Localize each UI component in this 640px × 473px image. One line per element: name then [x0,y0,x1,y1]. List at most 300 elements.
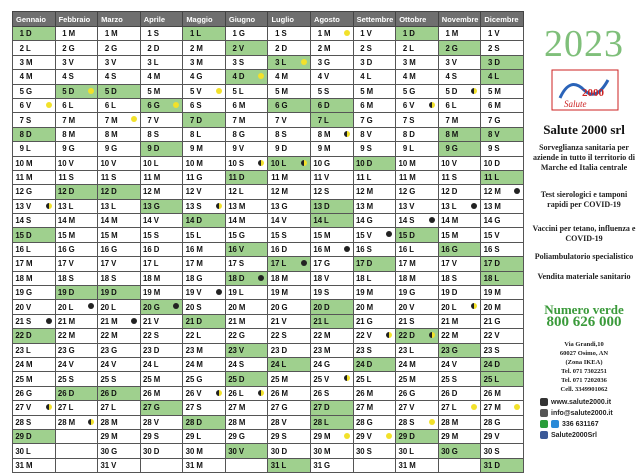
day-number: 2 [232,43,237,53]
day-number: 5 [189,86,195,96]
weekday-letter: V [196,187,202,197]
company-logo [550,68,620,112]
day-cell [438,55,481,69]
day-number: 13 [398,201,408,211]
day-number: 24 [483,360,493,370]
day-number: 3 [62,57,67,67]
weekday-letter: D [153,446,160,456]
day-number: 20 [100,302,110,312]
weekday-letter: D [494,158,500,168]
day-number: 9 [445,144,450,154]
day-cell [353,271,396,285]
moon-phase-icon [386,231,392,237]
weekday-letter: S [153,230,159,240]
day-number: 1 [317,29,323,39]
day-cell [481,257,524,271]
website-text: www.salute2000.it [551,398,612,406]
weekday-letter: V [153,417,159,427]
day-number: 17 [398,259,408,269]
calendar-row [13,286,524,300]
weekday-letter: L [366,374,372,384]
day-number: 13 [483,201,493,211]
day-number: 7 [402,115,408,125]
day-cell [140,372,183,386]
day-number: 3 [104,57,110,67]
day-cell [140,27,183,41]
weekday-letter: G [153,403,160,413]
day-cell [438,41,481,55]
weekday-letter: S [111,273,117,283]
weekday-letter: M [366,201,374,211]
day-number: 10 [143,158,152,168]
weekday-letter: S [153,432,159,442]
day-cell [98,70,141,84]
day-number: 11 [186,173,195,183]
weekday-letter: M [26,460,33,470]
weekday-letter: G [238,29,245,39]
moon-phase-icon [386,332,392,338]
day-cell [183,458,226,472]
calendar-row [13,415,524,429]
weekday-letter: M [153,86,161,96]
day-cell [140,401,183,415]
day-cell [481,142,524,156]
day-cell [13,429,56,443]
phone-contact[interactable] [540,420,599,428]
day-number: 26 [228,388,237,398]
weekday-letter: V [494,432,500,442]
day-number: 15 [100,230,110,240]
day-number: 2 [19,43,24,53]
day-number: 29 [228,432,237,442]
weekday-letter: M [238,403,246,413]
weekday-letter: V [238,245,245,255]
moon-phase-icon [173,102,179,108]
day-cell [353,127,396,141]
day-number: 25 [228,374,237,384]
weekday-letter: M [196,446,203,456]
day-number: 20 [185,302,195,312]
weekday-letter: M [196,460,203,470]
day-cell [140,156,183,170]
day-cell [353,113,396,127]
day-number: 11 [398,173,408,183]
weekday-letter: M [196,158,203,168]
day-cell [225,271,268,285]
weekday-letter: G [238,230,245,240]
day-number: 4 [360,72,365,82]
day-cell [183,55,226,69]
month-header: Ottobre [396,12,439,27]
weekday-letter: S [111,72,117,82]
weekday-letter: G [494,115,501,125]
weekday-letter: S [238,259,245,269]
day-number: 7 [104,115,110,125]
weekday-letter: M [409,374,416,384]
day-cell [396,314,439,328]
day-cell [55,127,98,141]
weekday-letter: V [153,216,159,226]
day-cell [438,271,481,285]
weekday-letter: S [68,173,74,183]
weekday-letter: D [196,216,202,226]
day-cell [225,242,268,256]
weekday-letter: M [26,360,33,370]
day-cell [268,386,311,400]
month-header: Luglio [268,12,311,27]
weekday-letter: M [238,417,246,427]
day-cell [396,70,439,84]
day-number: 6 [232,101,237,111]
day-number: 19 [57,288,67,298]
day-number: 7 [232,115,237,125]
day-cell [481,214,524,228]
day-number: 16 [313,245,323,255]
day-cell [311,70,354,84]
day-number: 7 [488,115,493,125]
day-number: 23 [313,345,323,355]
day-cell [13,357,56,371]
day-number: 9 [488,144,493,154]
day-number: 30 [228,446,237,456]
weekday-letter: M [153,187,161,197]
day-cell [438,343,481,357]
day-number: 30 [100,446,110,456]
day-cell [268,70,311,84]
day-cell [311,343,354,357]
weekday-letter: D [196,417,202,427]
day-cell [353,170,396,184]
day-cell [438,113,481,127]
day-number: 22 [355,331,365,341]
day-cell [13,113,56,127]
weekday-letter: L [238,388,244,398]
weekday-letter: S [494,144,500,154]
day-number: 8 [147,129,152,139]
day-number: 21 [100,317,110,326]
day-number: 13 [185,201,195,211]
day-cell [481,228,524,242]
day-cell [140,415,183,429]
day-number: 30 [398,446,408,456]
day-cell [311,429,354,443]
day-cell [98,242,141,256]
day-number: 14 [228,216,237,226]
day-cell [98,343,141,357]
day-cell [438,199,481,213]
moon-phase-icon [344,433,350,439]
weekday-letter: M [324,144,331,154]
day-cell [268,228,311,242]
day-cell [353,314,396,328]
weekday-letter: M [68,317,76,326]
day-cell [396,214,439,228]
day-cell [396,113,439,127]
weekday-letter: D [281,345,288,355]
day-number: 26 [270,388,280,398]
service-5: Vendita materiale sanitario [537,272,631,281]
weekday-letter: S [451,374,457,384]
weekday-letter: L [324,317,329,326]
day-number: 12 [355,187,365,197]
day-number: 23 [355,345,365,355]
weekday-letter: M [494,288,501,298]
day-number: 16 [143,245,152,255]
day-cell [225,329,268,343]
weekday-letter: V [153,115,159,125]
weekday-letter: S [238,360,245,370]
day-number: 6 [189,101,195,111]
day-number: 22 [15,331,24,341]
day-cell [98,286,141,300]
month-header: Febbraio [55,12,98,27]
day-cell [183,199,226,213]
day-number: 2 [317,43,323,53]
day-cell [183,415,226,429]
weekday-letter: M [153,374,161,384]
weekday-letter: M [238,317,246,326]
day-cell [225,429,268,443]
day-cell [98,257,141,271]
weekday-letter: M [409,273,416,283]
weekday-letter: G [366,317,373,326]
email-link[interactable] [540,409,613,417]
day-number: 27 [100,403,110,413]
day-cell [183,401,226,415]
moon-phase-icon [514,404,520,410]
day-number: 31 [483,460,493,470]
weekday-letter: G [324,360,331,370]
day-number: 6 [488,101,493,111]
weekday-letter: L [111,201,116,211]
day-number: 31 [398,460,408,470]
weekday-letter: V [494,331,500,341]
day-number: 8 [402,129,408,139]
day-number: 29 [355,432,365,442]
day-cell [140,314,183,328]
day-cell [268,127,311,141]
moon-phase-icon [46,404,52,410]
day-number: 23 [441,345,450,355]
weekday-letter: M [196,259,203,269]
day-cell [438,372,481,386]
day-number: 4 [104,72,110,82]
weekday-letter: M [409,72,416,82]
weekday-letter: L [281,360,287,370]
weekday-letter: D [409,432,415,442]
day-cell [311,156,354,170]
weekday-letter: V [324,173,330,183]
weekday-letter: S [281,230,287,240]
day-number: 12 [313,187,323,197]
day-number: 18 [15,273,24,283]
weekday-letter: V [366,331,372,341]
day-cell [311,199,354,213]
calendar-row [13,55,524,69]
day-number: 20 [57,302,67,312]
weekday-letter: D [366,259,373,269]
day-cell [140,271,183,285]
day-cell [268,257,311,271]
calendar-row [13,41,524,55]
day-number: 19 [441,288,450,298]
day-number: 2 [488,43,493,53]
day-cell [13,271,56,285]
day-number: 14 [143,216,152,226]
day-cell [183,314,226,328]
weekday-letter: S [494,446,500,456]
weekday-letter: S [451,173,457,183]
weekday-letter: M [409,360,416,370]
email-text: info@salute2000.it [551,409,613,417]
service-1: Sorveglianza sanitaria per aziende in tutto il territorio di Marche ed Italia centrale [533,143,635,172]
calendar-row [13,70,524,84]
day-number: 24 [313,360,323,370]
logo-text: 2000 [582,87,604,99]
website-link[interactable] [540,398,611,406]
day-cell [13,314,56,328]
moon-phase-icon [131,116,137,122]
weekday-letter: V [281,317,287,326]
day-cell [225,170,268,184]
calendar-row [13,242,524,256]
day-cell [396,185,439,199]
weekday-letter: D [324,403,330,413]
day-cell [13,185,56,199]
day-cell [481,27,524,41]
day-cell [13,156,56,170]
day-number: 19 [15,288,24,298]
day-cell [268,113,311,127]
day-cell [183,98,226,112]
day-number: 24 [228,360,237,370]
weekday-letter: M [324,245,331,255]
weekday-letter: G [281,201,288,211]
day-cell [55,156,98,170]
day-number: 11 [356,173,365,183]
day-cell [438,257,481,271]
moon-phase-icon [216,289,222,295]
weekday-letter: M [451,29,459,39]
weekday-letter: G [409,86,416,96]
weekday-letter: D [111,86,117,96]
calendar-row [13,300,524,314]
weekday-letter: S [238,57,245,67]
day-number: 15 [355,230,365,240]
day-cell [140,386,183,400]
day-cell [353,199,396,213]
day-cell [268,314,311,328]
day-cell [481,170,524,184]
day-number: 21 [185,317,195,326]
telegram-icon [551,420,559,428]
day-cell [225,372,268,386]
weekday-letter: V [68,158,74,168]
weekday-letter: G [366,115,373,125]
weekday-letter: G [238,129,245,139]
weekday-letter: G [366,417,373,427]
facebook-link[interactable] [540,431,597,439]
day-cell [353,300,396,314]
weekday-letter: D [238,173,245,183]
weekday-letter: S [281,331,287,341]
day-number: 2 [147,43,152,53]
weekday-letter: G [451,245,458,255]
day-cell [311,458,354,472]
weekday-letter: L [366,173,372,183]
weekday-letter: V [451,360,457,370]
day-number: 11 [313,173,323,183]
day-cell [353,401,396,415]
day-cell [481,84,524,98]
weekday-letter: M [366,86,374,96]
address-line: Cell. 3349901062 [560,386,608,393]
day-number: 2 [402,43,408,53]
weekday-letter: G [366,216,373,226]
day-number: 15 [270,230,280,240]
phone-text: 336 631167 [562,420,599,428]
calendar-row [13,314,524,328]
day-cell [268,185,311,199]
weekday-letter: M [238,101,246,111]
day-cell [140,242,183,256]
day-cell [225,214,268,228]
day-number: 9 [104,144,110,154]
day-number: 21 [228,317,237,326]
day-number: 20 [355,302,365,312]
day-cell [353,214,396,228]
day-cell [396,458,439,472]
day-number: 15 [228,230,237,240]
day-cell [140,185,183,199]
weekday-letter: L [324,216,329,226]
month-header: Marzo [98,12,141,27]
day-cell [140,127,183,141]
weekday-letter: G [281,403,288,413]
weekday-letter: M [238,201,246,211]
day-cell [98,415,141,429]
day-number: 19 [100,288,110,298]
day-cell [225,113,268,127]
day-number: 25 [143,374,152,384]
weekday-letter: L [153,158,159,168]
day-cell [353,444,396,458]
day-cell [481,286,524,300]
weekday-letter: S [26,417,32,427]
day-number: 11 [15,173,24,183]
day-cell [98,185,141,199]
day-cell [13,27,56,41]
weekday-letter: M [68,417,76,427]
day-cell [268,300,311,314]
day-cell [225,199,268,213]
logo-subtext: Salute [564,99,587,109]
weekday-letter: L [409,245,414,255]
moon-phase-icon [429,217,435,223]
day-number: 18 [143,273,152,283]
day-number: 3 [360,57,365,67]
weekday-letter: L [153,360,159,370]
day-number: 27 [15,403,24,413]
day-number: 21 [355,317,365,326]
day-cell [13,242,56,256]
day-cell [311,314,354,328]
day-cell [396,401,439,415]
weekday-letter: S [238,158,245,168]
day-number: 26 [185,388,195,398]
weekday-letter: M [111,29,118,39]
day-number: 23 [483,345,493,355]
